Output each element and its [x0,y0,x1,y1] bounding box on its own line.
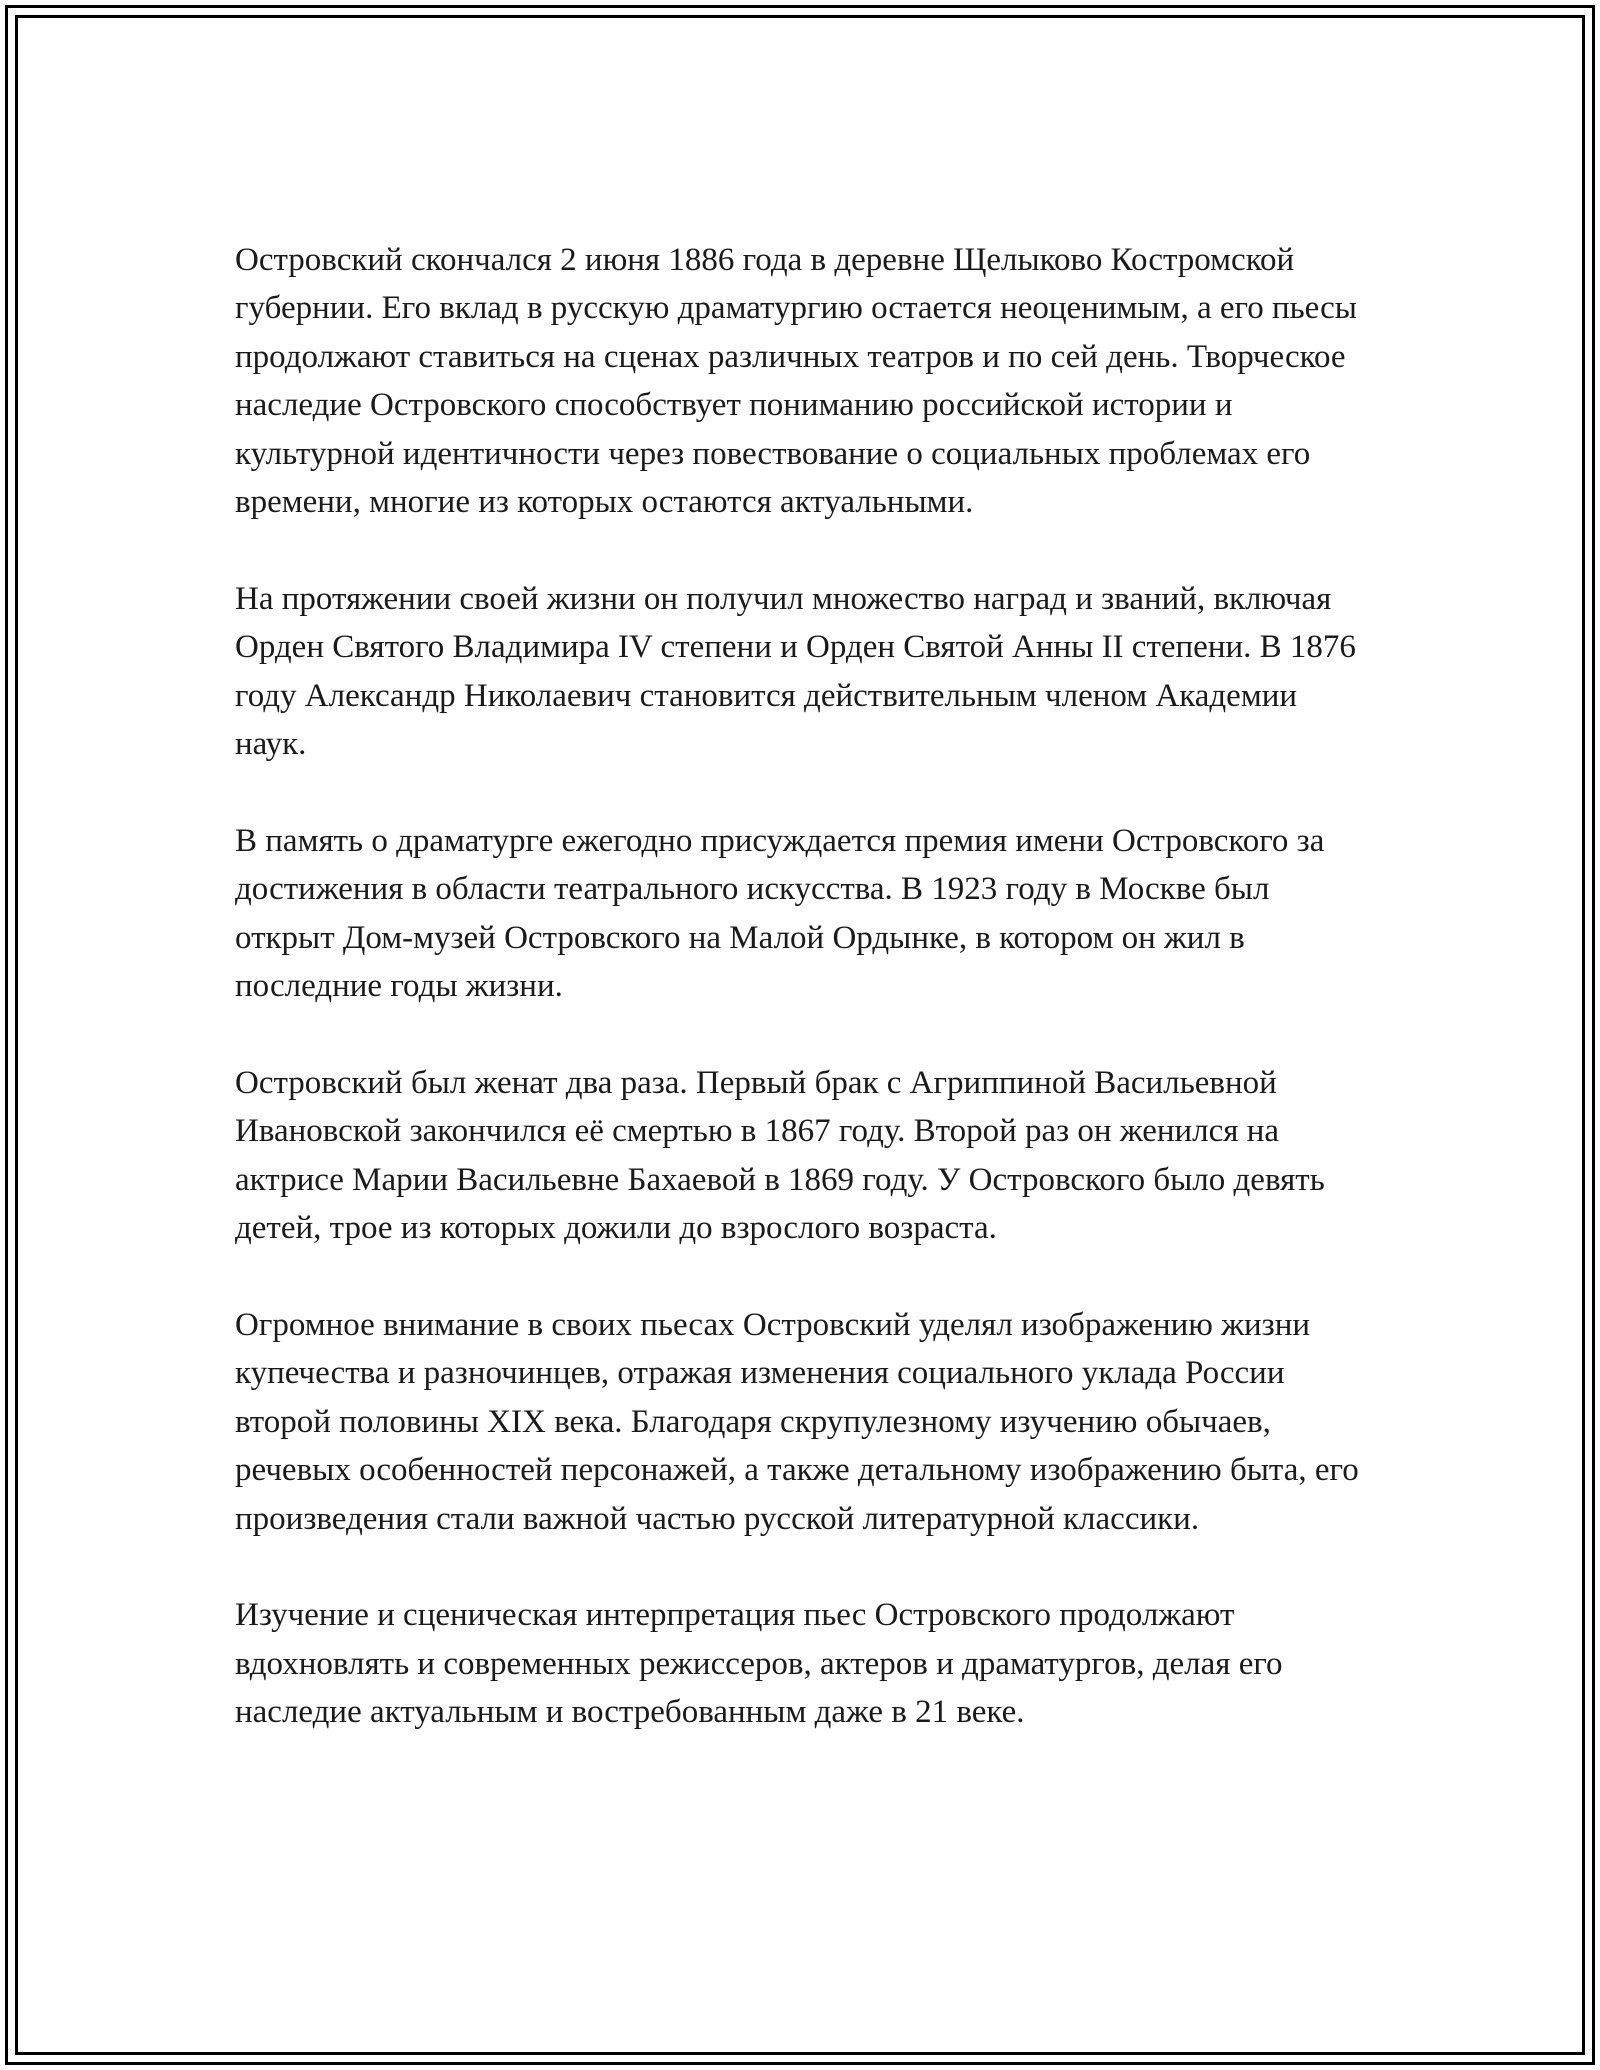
paragraph: В память о драматурге ежегодно присуждается премия имени Островского за достижения в области театрального искусства. В 1923 году в Москве был открыт Дом-музей Островского на Малой Ордынке, в котором он жил в последние годы жизни. [235,822,1325,1005]
paragraph: Огромное внимание в своих пьесах Островский уделял изображению жизни купечества и разночинцев, отражая изменения социального уклада России второй половины XIX века. Благодаря скрупулезному изучению обычаев, речевых особенностей персонажей, а также детальному изображению быта, его произведения стали важной частью русской литературной классики. [235,1306,1359,1537]
paragraph: Изучение и сценическая интерпретация пьес Островского продолжают вдохновлять и современных режиссеров, актеров и драматургов, делая его наследие актуальным и востребованным даже в 21 веке. [235,1597,1283,1731]
document-body [235,236,1375,1737]
paragraph: На протяжении своей жизни он получил множество наград и званий, включая Орден Святого Владимира IV степени и Орден Святой Анны II степени. В 1876 году Александр Николаевич становится действительным членом Академии наук. [235,580,1356,763]
paragraph: Островский был женат два раза. Первый брак с Агриппиной Васильевной Ивановской закончился её смертью в 1867 году. Второй раз он женился на актрисе Марии Васильевне Бахаевой в 1869 году. У Островского было девять детей, трое из которых дожили до взрослого возраста. [235,1064,1325,1247]
paragraph: Островский скончался 2 июня 1886 года в деревне Щелыково Костромской губернии. Его вклад в русскую драматургию остается неоценимым, а его пьесы продолжают ставиться на сценах различных театров и по сей день. Творческое наследие Островского способствует пониманию российской истории и культурной идентичности через повествование о социальных проблемах его времени, многие из которых остаются актуальными. [235,242,1357,521]
